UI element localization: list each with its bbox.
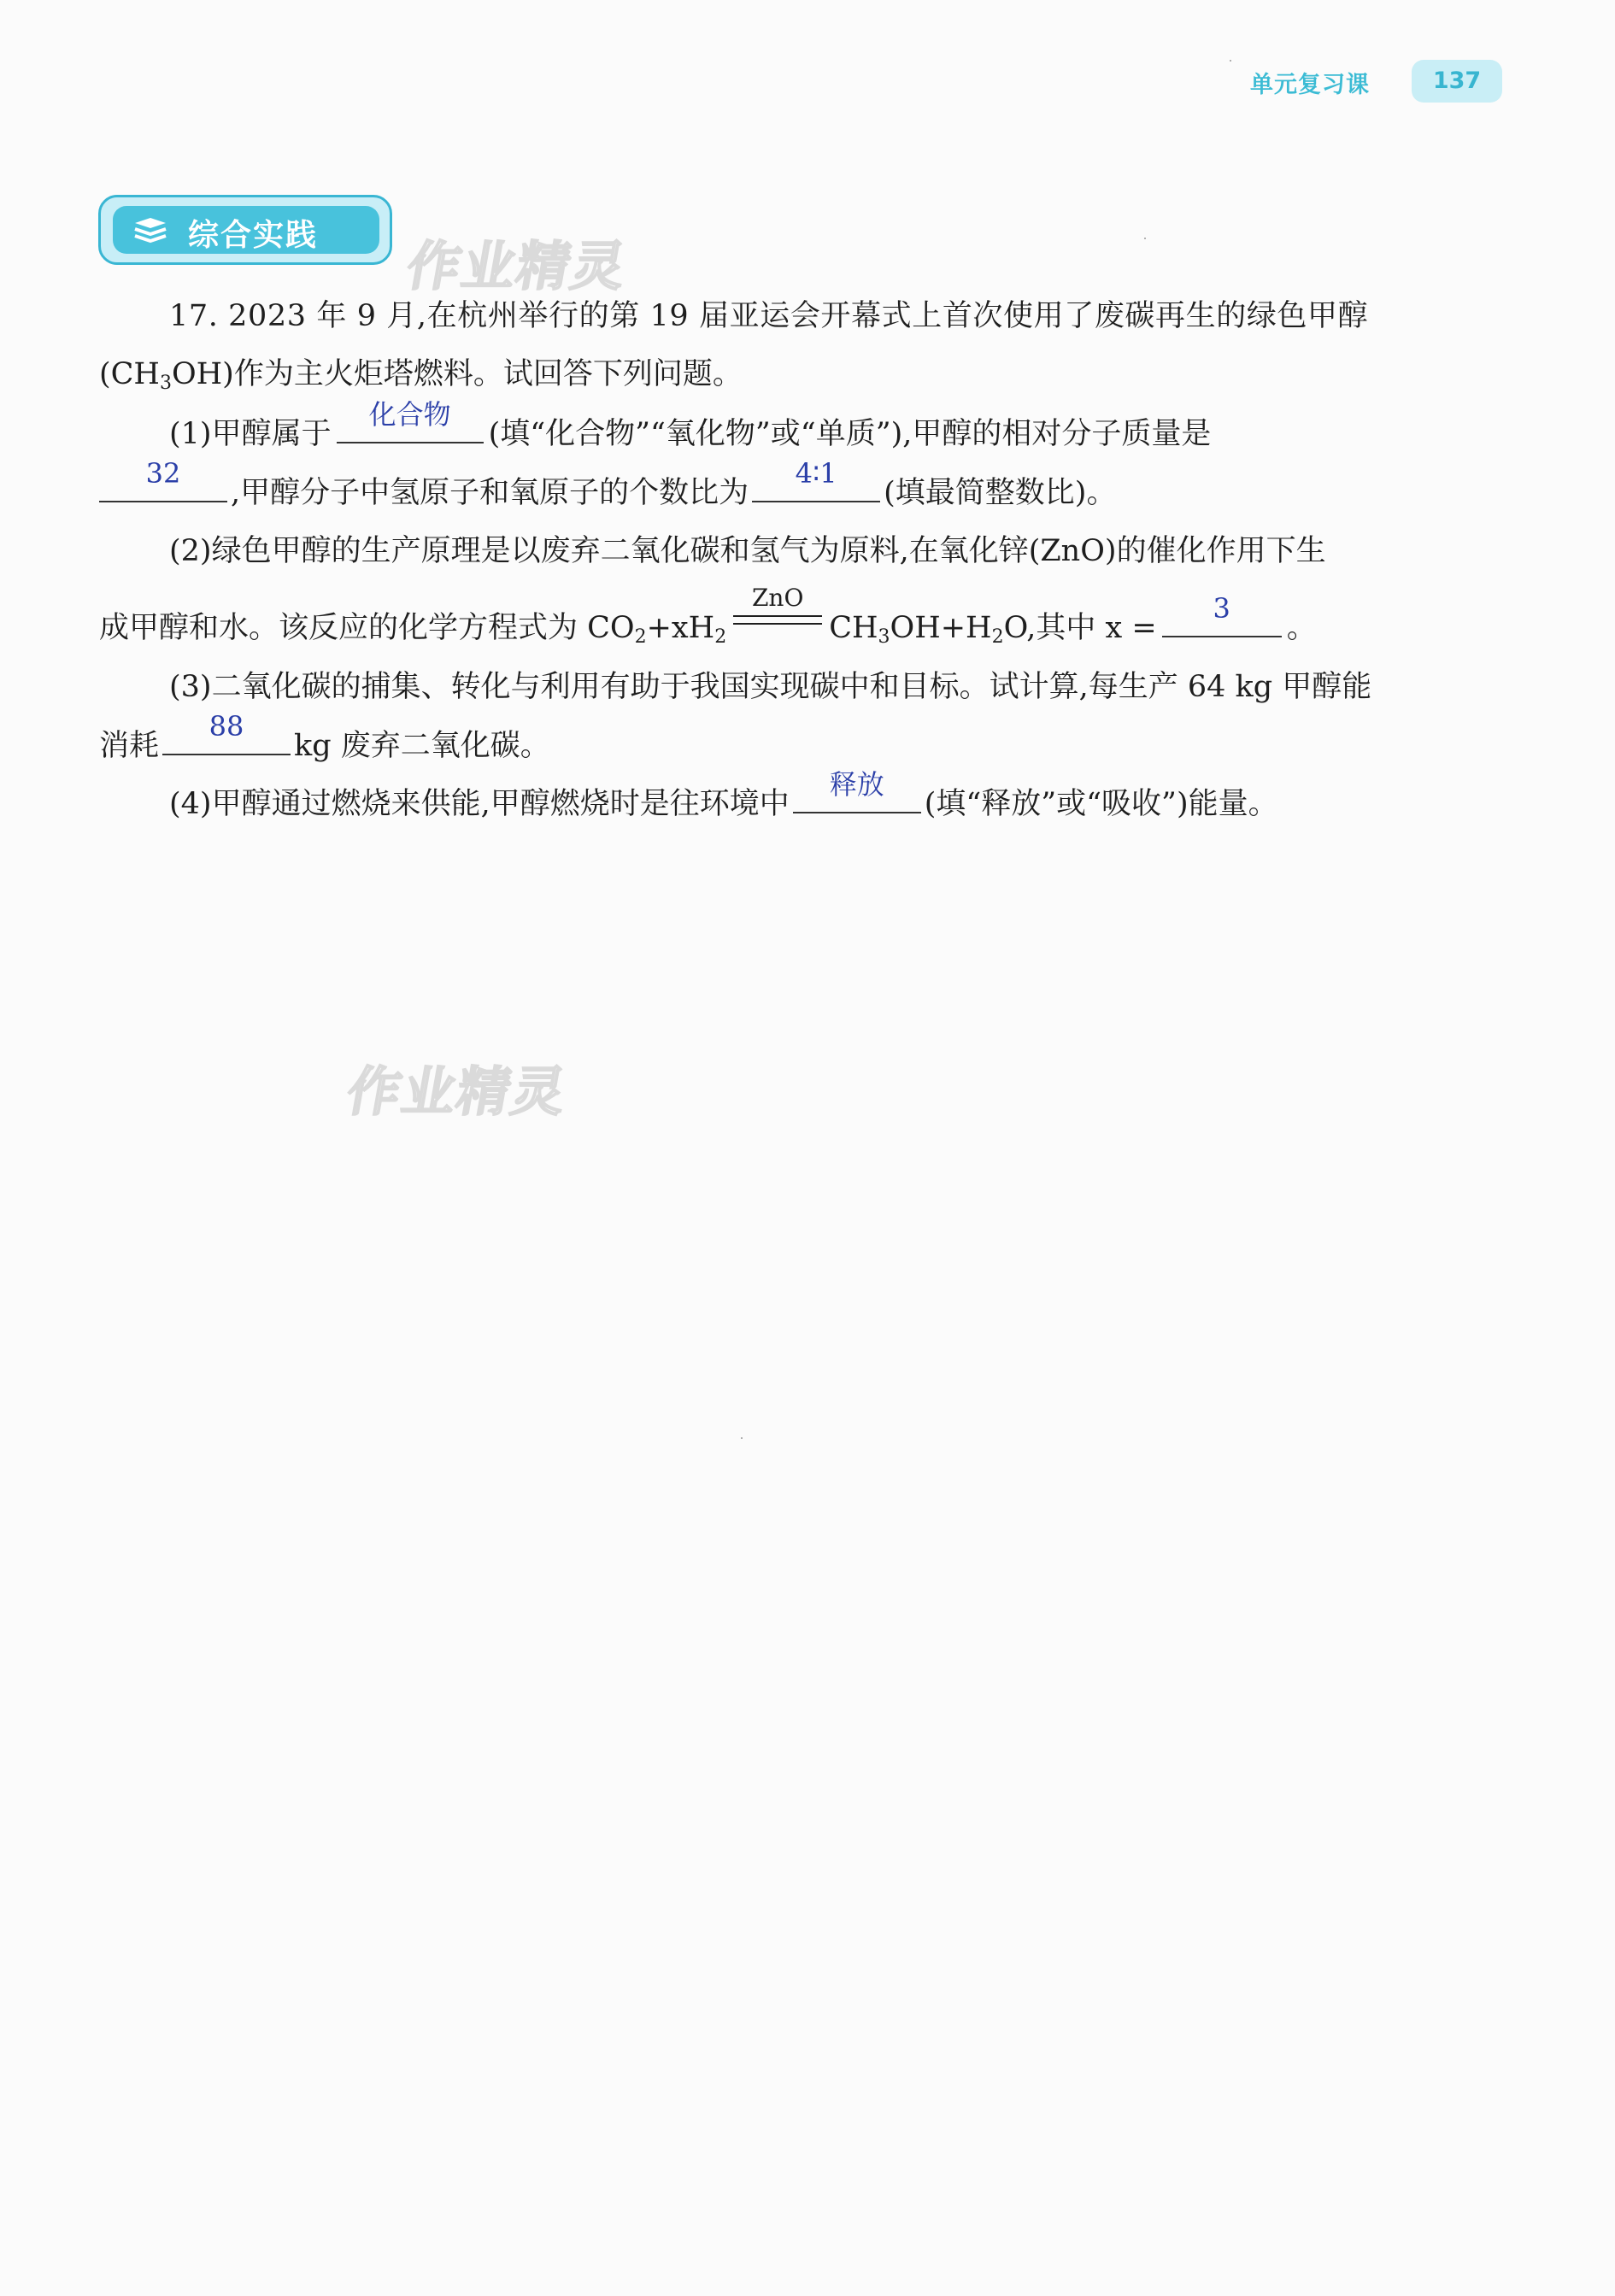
reaction-catalyst: ZnO bbox=[751, 584, 804, 612]
watermark-top: 作业精灵 bbox=[402, 235, 632, 297]
answer-blank-coefficient-x[interactable]: 3 bbox=[1162, 608, 1282, 637]
answer-blank-compound-type[interactable]: 化合物 bbox=[337, 414, 484, 443]
section-badge-label: 综合实践 bbox=[188, 218, 319, 253]
answer-blank-atom-ratio[interactable]: 4∶1 bbox=[752, 473, 880, 502]
q17-part1-line2: 32 ,甲醇分子中氢原子和氧原子的个数比为 4∶1 (填最简整数比)。 bbox=[99, 473, 1116, 512]
book-stack-icon bbox=[132, 216, 169, 245]
answer-blank-co2-mass[interactable]: 88 bbox=[162, 726, 291, 755]
header-section-title: 单元复习课 bbox=[1250, 72, 1370, 98]
q17-line2: $(CH_3OH)$作为主火炬塔燃料。试回答下列问题。 bbox=[99, 357, 743, 394]
section-badge bbox=[98, 195, 392, 265]
page-number: 137 bbox=[1412, 60, 1502, 103]
q17-part2-line1: (2)绿色甲醇的生产原理是以废弃二氧化碳和氢气为原料,在氧化锌(ZnO)的催化作用下生 bbox=[169, 534, 1326, 568]
q17-part2-line2: 成甲醇和水。该反应的化学方程式为 $CO_2+xH_2$ ZnO $CH_3OH+H_2O$,其中 x = 3 。 bbox=[99, 608, 1317, 647]
answer-blank-molecular-mass[interactable]: 32 bbox=[99, 473, 227, 502]
q17-part1-line1: (1)甲醇属于 化合物 (填“化合物”“氧化物”或“单质”),甲醇的相对分子质量是 bbox=[169, 398, 1212, 451]
scan-speck bbox=[1230, 60, 1231, 62]
q17-part3-line2: 消耗 88 kg 废弃二氧化碳。 bbox=[99, 710, 550, 763]
answer-blank-energy[interactable]: 释放 bbox=[793, 784, 921, 813]
watermark-middle: 作业精灵 bbox=[342, 1060, 573, 1123]
section-badge-inner bbox=[113, 206, 379, 254]
reaction-arrow bbox=[726, 584, 829, 637]
q17-part4-line1: (4)甲醇通过燃烧来供能,甲醇燃烧时是往环境中 释放 (填“释放”或“吸收”)能量。 bbox=[169, 768, 1278, 821]
scan-speck bbox=[1144, 238, 1146, 239]
scan-speck bbox=[741, 1437, 743, 1439]
q17-line1: 17. 2023 年 9 月,在杭州举行的第 19 届亚运会开幕式上首次使用了废碳再生的绿色甲醇 bbox=[169, 299, 1369, 333]
q17-part3-line1: (3)二氧化碳的捕集、转化与利用有助于我国实现碳中和目标。试计算,每生产 64 kg 甲醇能 bbox=[169, 670, 1372, 704]
